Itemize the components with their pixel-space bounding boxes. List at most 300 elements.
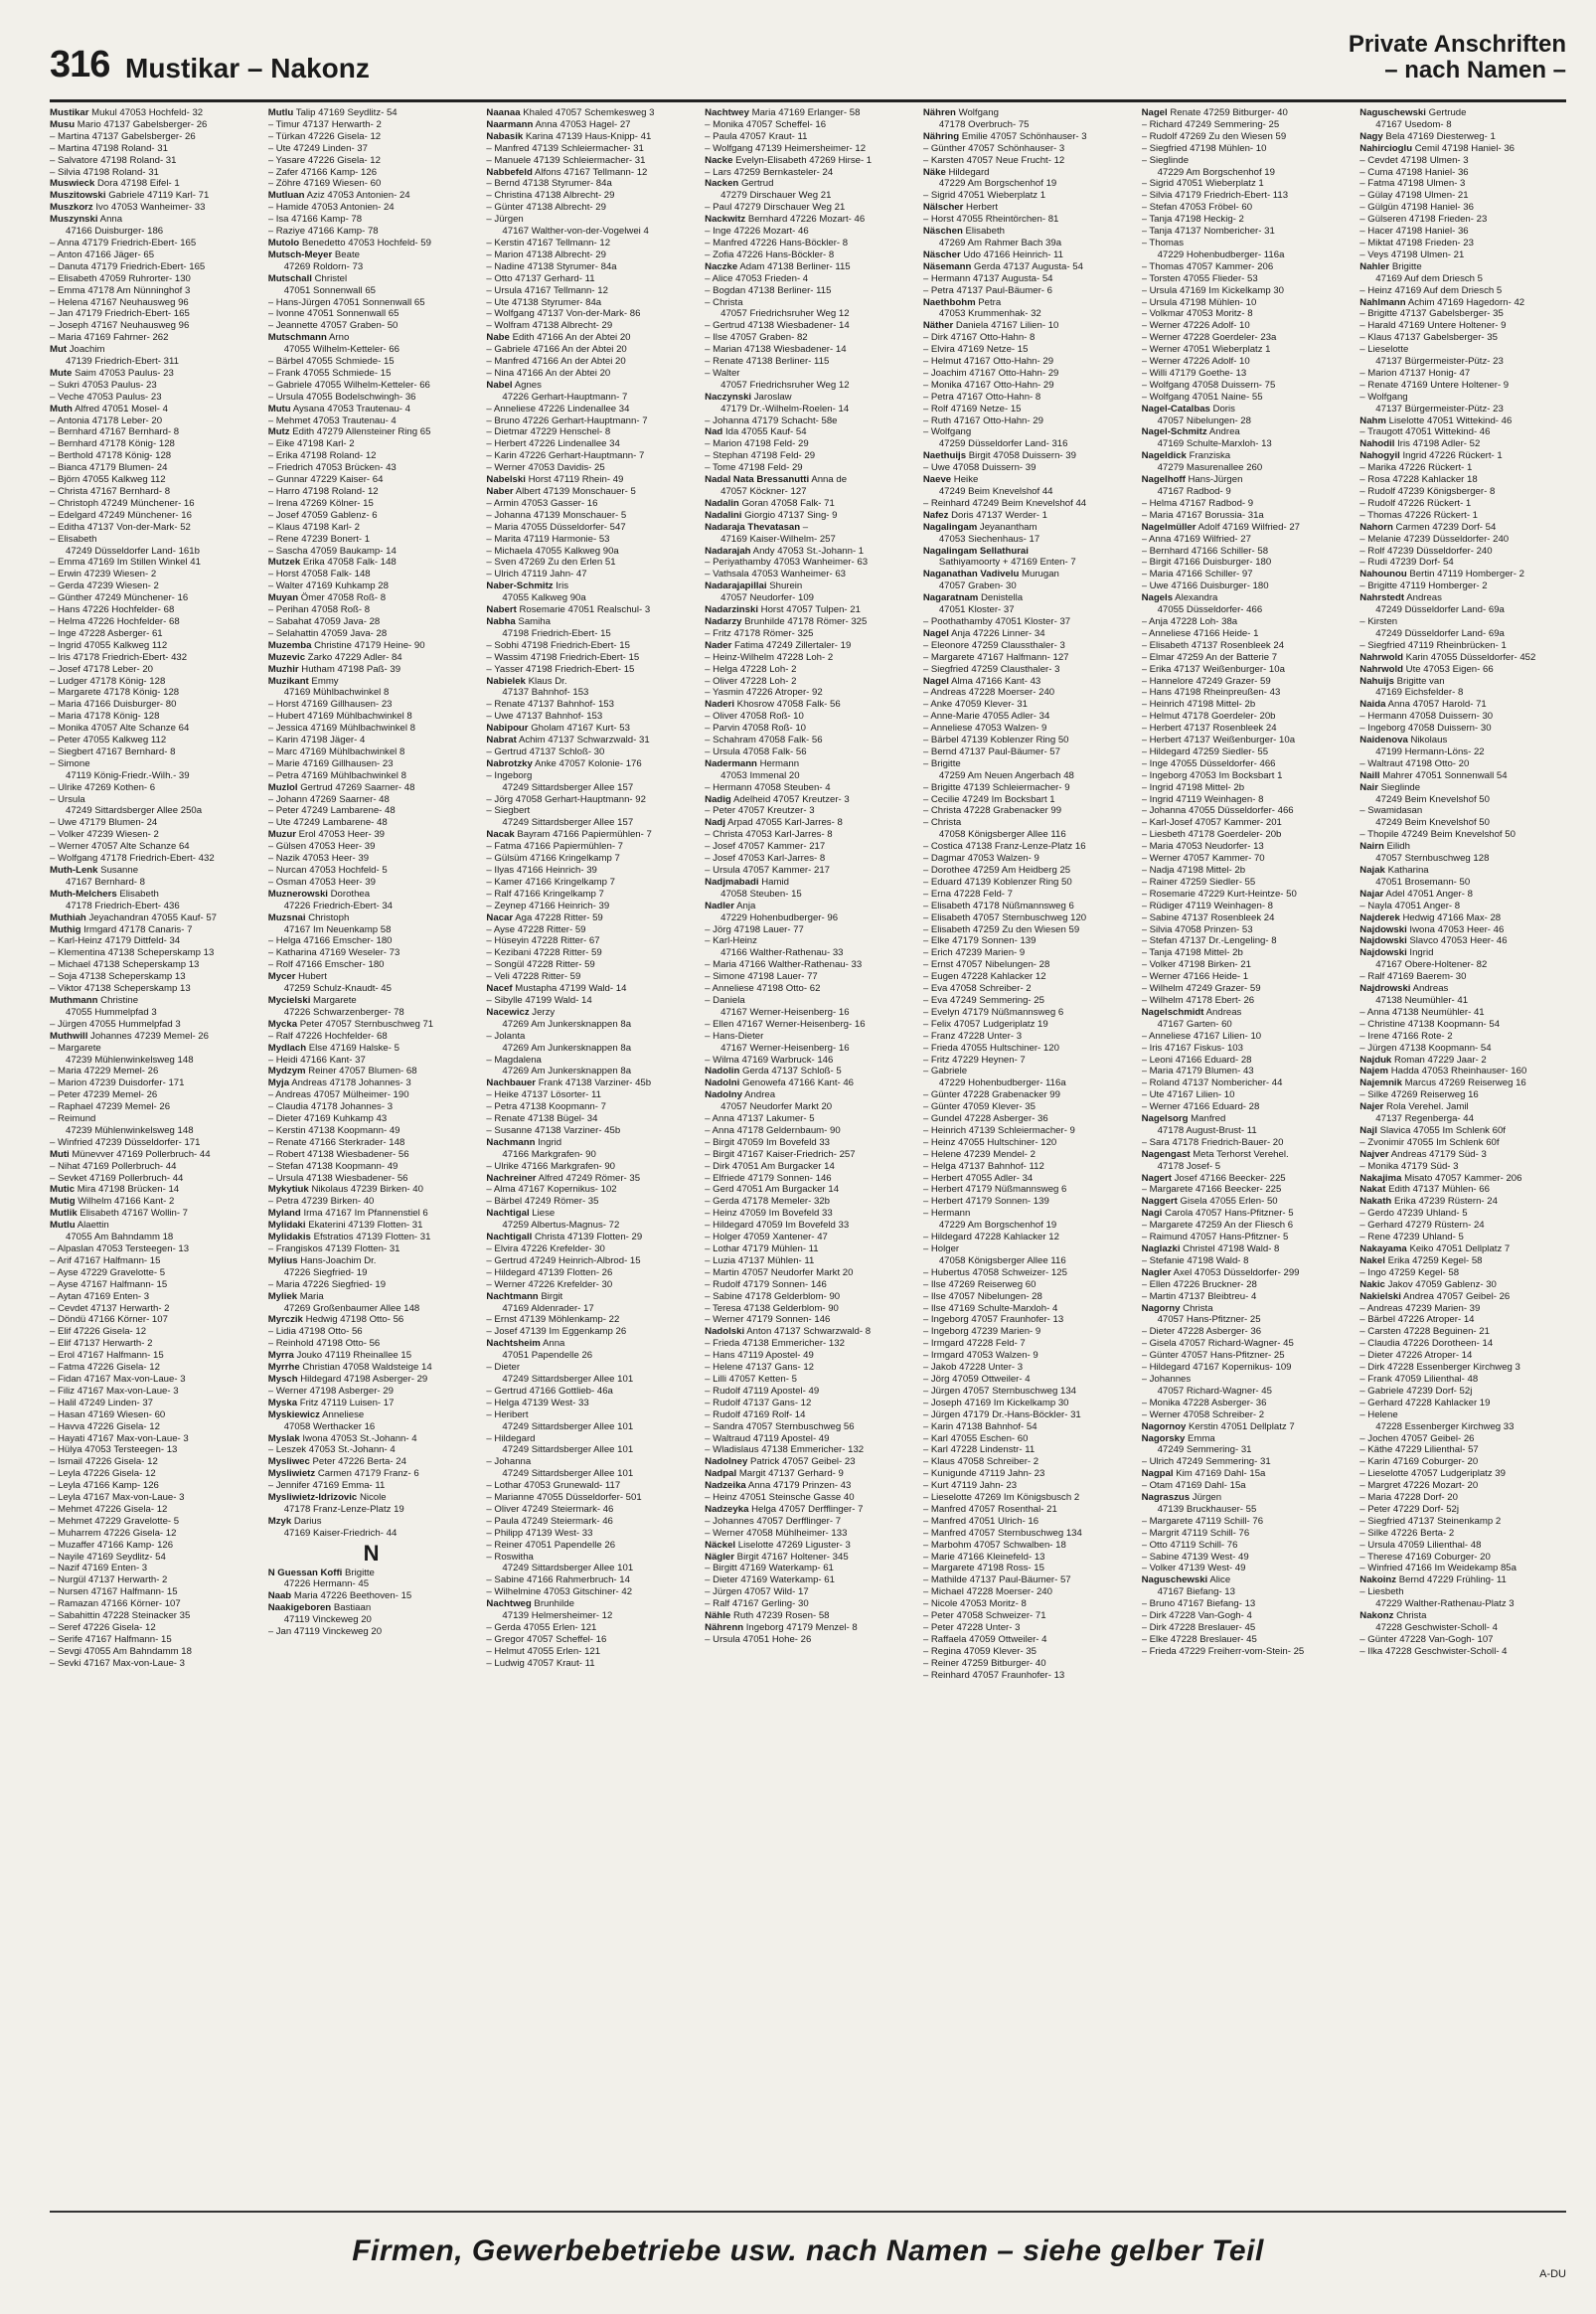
directory-entry xyxy=(1142,1622,1349,1634)
directory-entry xyxy=(486,770,693,782)
entry-surname: Mutluan xyxy=(267,190,305,202)
entry-details: – Petra 47167 Otto-Hahn- 8 xyxy=(922,391,1041,403)
entry-details: Reiner 47057 Blumen- 68 xyxy=(308,1066,417,1077)
directory-entry xyxy=(50,1646,256,1658)
entry-details: – Ellen 47226 Bruckner- 28 xyxy=(1141,1278,1257,1290)
directory-entry xyxy=(923,995,1130,1007)
entry-details: – Walter xyxy=(705,367,740,379)
entry-details: – Jürgen 47057 Wild- 17 xyxy=(705,1586,809,1598)
entry-details: – Margarete 47259 An der Fliesch 6 xyxy=(1141,1220,1294,1232)
directory-entry xyxy=(1142,190,1349,202)
entry-details: – Sevket 47169 Pollerbruch- 44 xyxy=(50,1172,184,1184)
directory-entry xyxy=(50,167,256,179)
directory-entry xyxy=(705,782,911,794)
entry-surname: Näther xyxy=(922,320,954,332)
entry-surname: Myland xyxy=(267,1208,301,1220)
entry-details: 47249 Sittardsberger Allee 157 xyxy=(502,781,634,793)
entry-details: – Sven 47269 Zu den Erlen 51 xyxy=(486,557,616,569)
directory-entry xyxy=(923,1622,1130,1634)
directory-entry xyxy=(1359,1598,1566,1610)
directory-column xyxy=(268,107,475,2205)
section-letter: N xyxy=(363,1540,380,1566)
entry-surname: Nähle xyxy=(705,1610,731,1622)
directory-entry xyxy=(268,498,475,510)
entry-surname: Nachmann xyxy=(486,1136,536,1148)
directory-entry xyxy=(268,841,475,853)
directory-entry xyxy=(705,1456,911,1468)
directory-entry xyxy=(50,735,256,746)
entry-details: – Erika 47137 Weißenburger- 10a xyxy=(1141,663,1285,675)
entry-details: – Heinz-Wilhelm 47228 Loh- 2 xyxy=(705,651,834,663)
entry-details: – Dietmar 47229 Henschel- 8 xyxy=(486,426,611,438)
entry-details: – Cecilie 47249 Im Bocksbart 1 xyxy=(922,793,1055,805)
entry-details: Carmen 47239 Dorf- 54 xyxy=(1395,521,1497,533)
entry-details: – Hülya 47053 Tersteegen- 13 xyxy=(50,1444,178,1456)
entry-surname: Nahrwold xyxy=(1359,651,1403,663)
entry-surname: Nacken xyxy=(705,178,739,190)
page-header xyxy=(50,28,1566,97)
directory-entry xyxy=(268,1350,475,1362)
directory-entry xyxy=(923,1314,1130,1326)
entry-details: 47239 Mühlenwinkelsweg 148 xyxy=(66,1124,194,1136)
entry-details: 47269 Am Junkersknappen 8a xyxy=(502,1018,632,1030)
directory-entry xyxy=(486,1184,693,1196)
entry-details: – Thomas 47057 Kammer- 206 xyxy=(1141,260,1274,272)
directory-entry xyxy=(1142,557,1349,569)
entry-details: – Otto 47137 Gerhard- 11 xyxy=(486,272,595,284)
entry-details: – Bärbel 47249 Römer- 35 xyxy=(486,1196,599,1208)
entry-surname: Nagalingam Sellathurai xyxy=(922,545,1029,557)
directory-entry xyxy=(705,155,911,167)
directory-entry xyxy=(1142,415,1349,427)
directory-entry xyxy=(923,1646,1130,1658)
directory-entry xyxy=(50,1433,256,1445)
directory-entry xyxy=(268,817,475,829)
entry-details: – Anna 47138 Neumühler- 41 xyxy=(1359,1006,1485,1018)
directory-entry xyxy=(1359,723,1566,735)
directory-entry xyxy=(486,1161,693,1173)
directory-entry xyxy=(1142,1350,1349,1362)
entry-surname: Musu xyxy=(50,118,76,130)
entry-details: – Eduard 47139 Koblenzer Ring 50 xyxy=(922,876,1072,888)
entry-details: Franziska xyxy=(1189,450,1231,462)
directory-entry xyxy=(1359,1574,1566,1586)
directory-entry xyxy=(923,380,1130,392)
directory-entry xyxy=(1359,320,1566,332)
entry-details: – Manfred 47166 An der Abtei 20 xyxy=(486,356,626,368)
entry-details: – Manfred 47139 Schleiermacher- 31 xyxy=(486,142,644,154)
entry-details: – Elfriede 47179 Sonnen- 146 xyxy=(705,1172,832,1184)
directory-entry xyxy=(268,1173,475,1185)
entry-details: Maria 47226 Beethoven- 15 xyxy=(293,1590,412,1602)
entry-details: – Nazik 47053 Heer- 39 xyxy=(267,853,370,865)
entry-details: – Elisabeth xyxy=(50,533,97,545)
directory-entry xyxy=(486,652,693,664)
entry-details: – Ludger 47178 König- 128 xyxy=(50,675,166,687)
entry-details: Maria 47169 Erlanger- 58 xyxy=(751,107,861,118)
entry-surname: Naanaa xyxy=(486,107,521,118)
directory-entry xyxy=(923,486,1130,498)
entry-details: – Soja 47138 Scheperskamp 13 xyxy=(50,971,186,983)
directory-entry xyxy=(705,1374,911,1386)
entry-surname: Mute xyxy=(50,367,73,379)
entry-details: – Selahattin 47059 Java- 28 xyxy=(267,627,388,639)
entry-details: – Hermann 47058 Steuben- 4 xyxy=(705,781,831,793)
directory-entry xyxy=(268,238,475,249)
directory-entry xyxy=(50,1184,256,1196)
directory-entry xyxy=(268,380,475,392)
entry-details: Christine xyxy=(100,994,139,1006)
entry-details: Edith 47279 Allensteiner Ring 65 xyxy=(292,426,431,438)
directory-entry xyxy=(1142,580,1349,592)
directory-entry xyxy=(1142,546,1349,558)
entry-details: – Fritz 47178 Römer- 325 xyxy=(705,627,814,639)
entry-details: – Sabahittin 47228 Steinacker 35 xyxy=(50,1610,191,1622)
entry-details: – Heribert xyxy=(486,1408,529,1420)
directory-entry xyxy=(268,474,475,486)
entry-details: – Philipp 47139 West- 33 xyxy=(486,1527,593,1539)
entry-surname: Mutlu xyxy=(267,107,294,118)
directory-entry xyxy=(1142,226,1349,238)
directory-entry xyxy=(50,569,256,580)
directory-entry xyxy=(705,438,911,450)
directory-entry xyxy=(486,522,693,534)
directory-entry xyxy=(50,1303,256,1315)
entry-details: Achim 47169 Hagedorn- 42 xyxy=(1407,296,1525,308)
entry-details: – Anna 47169 Wilfried- 27 xyxy=(1141,533,1251,545)
directory-entry xyxy=(268,877,475,889)
directory-entry xyxy=(1359,652,1566,664)
directory-entry xyxy=(1359,119,1566,131)
entry-details: – Lieselotte xyxy=(1359,344,1409,356)
directory-entry xyxy=(705,959,911,971)
entry-details: – Sandra 47057 Sternbuschweg 56 xyxy=(705,1420,855,1432)
directory-entry xyxy=(50,392,256,404)
entry-details: – Thomas xyxy=(1141,237,1185,248)
directory-entry xyxy=(1359,1055,1566,1067)
entry-details: Brigitte xyxy=(1391,260,1422,272)
directory-entry xyxy=(705,1338,911,1350)
directory-entry xyxy=(1359,640,1566,652)
entry-surname: Nahircioglu xyxy=(1359,142,1413,154)
entry-details: – Gunnar 47229 Kaiser- 64 xyxy=(267,474,384,486)
entry-details: 47249 Düsseldorfer Land- 161b xyxy=(66,545,200,557)
directory-entry xyxy=(1142,107,1349,119)
entry-details: – Karl 47055 Eschen- 60 xyxy=(922,1432,1029,1444)
directory-entry xyxy=(923,1113,1130,1125)
directory-entry xyxy=(1142,901,1349,912)
directory-entry xyxy=(1359,1398,1566,1409)
directory-column xyxy=(50,107,256,2205)
entry-details: – Nicole 47053 Moritz- 8 xyxy=(922,1598,1027,1610)
entry-details: – Gabriele 47166 An der Abtei 20 xyxy=(486,344,627,356)
directory-entry xyxy=(50,723,256,735)
directory-entry xyxy=(486,735,693,746)
entry-surname: Nahounou xyxy=(1359,569,1407,580)
directory-entry xyxy=(1359,664,1566,676)
entry-surname: Nachbauer xyxy=(486,1077,537,1089)
entry-details: – Sieglinde xyxy=(1141,154,1190,166)
directory-entry xyxy=(1142,1492,1349,1504)
entry-details: – Rüdiger 47119 Weinhagen- 8 xyxy=(1141,900,1274,911)
directory-entry xyxy=(268,462,475,474)
directory-entry xyxy=(923,1196,1130,1208)
directory-entry xyxy=(268,557,475,569)
entry-details: – Lars 47259 Bernkasteler- 24 xyxy=(705,166,834,178)
directory-entry xyxy=(1359,1043,1566,1055)
directory-entry xyxy=(705,1066,911,1077)
entry-surname: Nahler xyxy=(1359,260,1390,272)
directory-entry xyxy=(268,652,475,664)
entry-details: – Evelyn 47179 Nüßmannsweg 6 xyxy=(922,1006,1064,1018)
directory-entry xyxy=(705,901,911,912)
entry-surname: Nakel xyxy=(1359,1254,1385,1266)
entry-details: – Waltraud 47119 Apostel- 49 xyxy=(705,1432,830,1444)
entry-details: – Bogdan 47138 Berliner- 115 xyxy=(705,284,832,296)
directory-entry xyxy=(705,1598,911,1610)
directory-entry xyxy=(486,1468,693,1480)
entry-surname: Nagelhoff xyxy=(1141,474,1186,486)
entry-details: – Sigrid 47051 Wieberplatz 1 xyxy=(922,190,1046,202)
directory-entry xyxy=(486,1409,693,1421)
entry-details: – Jeannette 47057 Graben- 50 xyxy=(267,320,399,332)
entry-surname: Näckel xyxy=(705,1539,736,1551)
entry-details: 47229 Am Borgschenhof 19 xyxy=(938,1220,1057,1232)
directory-entry xyxy=(923,368,1130,380)
entry-details: – Oliver 47228 Loh- 2 xyxy=(705,675,797,687)
entry-details: – Bärbel 47055 Schmiede- 15 xyxy=(267,356,395,368)
entry-details: – Rudolf 47269 Zu den Wiesen 59 xyxy=(1141,130,1287,142)
directory-entry xyxy=(486,226,693,238)
entry-surname: Myrra xyxy=(267,1350,294,1362)
directory-entry xyxy=(268,580,475,592)
entry-details: Khosrow 47058 Falk- 56 xyxy=(736,699,841,711)
directory-entry xyxy=(50,368,256,380)
directory-entry xyxy=(923,1386,1130,1398)
entry-surname: Mutsch-Meyer xyxy=(267,248,333,260)
entry-details: Erika 47239 Rüstern- 24 xyxy=(1393,1196,1498,1208)
directory-entry xyxy=(50,983,256,995)
entry-details: – Jennifer 47169 Emma- 11 xyxy=(267,1480,386,1492)
entry-details: 47249 Sittardsberger Allee 101 xyxy=(502,1563,634,1574)
entry-details: 47057 Nibelungen- 28 xyxy=(1157,414,1251,426)
entry-details: – Brigitte 47137 Gabelsberger- 35 xyxy=(1359,308,1504,320)
directory-entry xyxy=(705,1089,911,1101)
directory-entry xyxy=(50,249,256,261)
entry-details: Jeyanantham xyxy=(979,521,1037,533)
entry-surname: Nad xyxy=(705,426,723,438)
entry-details: Alice xyxy=(1209,1574,1231,1586)
directory-entry xyxy=(923,1101,1130,1113)
entry-details: – Ilka 47228 Geschwister-Scholl- 4 xyxy=(1359,1645,1508,1657)
entry-details: – Franz 47228 Unter- 3 xyxy=(922,1030,1023,1042)
entry-surname: Nährenn xyxy=(705,1622,744,1633)
directory-entry xyxy=(923,522,1130,534)
directory-entry xyxy=(50,1208,256,1220)
directory-entry xyxy=(1142,1043,1349,1055)
entry-details: – Zöhre 47169 Wiesen- 60 xyxy=(267,178,382,190)
directory-entry xyxy=(1142,392,1349,404)
directory-entry xyxy=(1359,758,1566,770)
entry-details: – Christine 47138 Koopmann- 54 xyxy=(1359,1018,1501,1030)
directory-entry xyxy=(268,1568,475,1579)
directory-entry xyxy=(50,1504,256,1516)
directory-entry xyxy=(1359,1291,1566,1303)
entry-details: – Hayati 47167 Max-von-Laue- 3 xyxy=(50,1432,189,1444)
entry-surname: Najer xyxy=(1359,1101,1384,1113)
entry-details: 47169 Kaiser-Friedrich- 44 xyxy=(283,1527,398,1539)
directory-entry xyxy=(486,214,693,226)
directory-entry xyxy=(1142,1019,1349,1031)
entry-details: – Anna 47178 Geldernbaum- 90 xyxy=(705,1124,841,1136)
entry-details: – Elisabeth 47059 Ruhrorter- 130 xyxy=(50,272,191,284)
directory-entry xyxy=(923,865,1130,877)
entry-details: – Hans 47198 Rheinpreußen- 43 xyxy=(1141,687,1281,699)
entry-surname: Nakat xyxy=(1359,1184,1386,1196)
entry-details: – Johann 47269 Saarner- 48 xyxy=(267,793,390,805)
directory-entry xyxy=(705,380,911,392)
entry-details: Hedwig 47198 Otto- 56 xyxy=(305,1314,404,1326)
directory-entry xyxy=(923,1552,1130,1564)
entry-details: Hadda 47053 Rheinhauser- 160 xyxy=(1390,1066,1527,1077)
entry-details: – Margrit 47119 Schill- 76 xyxy=(1141,1527,1250,1539)
entry-surname: Nakajima xyxy=(1359,1172,1402,1184)
entry-surname: Nahrstedt xyxy=(1359,592,1405,604)
entry-details: Arpad 47055 Karl-Jarres- 8 xyxy=(727,817,843,829)
entry-details: Murugan xyxy=(1022,569,1059,580)
entry-details: – Gertrud 47137 Schloß- 30 xyxy=(486,745,605,757)
entry-details: 47259 Schulz-Knaudt- 45 xyxy=(283,983,392,995)
entry-surname: Mzyk xyxy=(267,1515,292,1527)
directory-entry xyxy=(705,580,911,592)
entry-details: Alaettin xyxy=(77,1220,109,1232)
directory-entry xyxy=(486,1504,693,1516)
entry-details: – Filiz 47167 Max-von-Laue- 3 xyxy=(50,1385,179,1397)
entry-details: Liese xyxy=(532,1208,556,1220)
directory-entry xyxy=(268,261,475,273)
directory-entry xyxy=(50,320,256,332)
entry-details: – Karsten 47057 Neue Frucht- 12 xyxy=(922,154,1065,166)
entry-details: – Hildegard 47139 Flotten- 26 xyxy=(486,1266,613,1278)
directory-entry xyxy=(268,1007,475,1019)
directory-entry xyxy=(50,1492,256,1504)
entry-surname: Muzur xyxy=(267,829,296,841)
directory-entry xyxy=(1359,107,1566,119)
entry-details: – Fatma 47198 Ulmen- 3 xyxy=(1359,178,1466,190)
entry-details: Alfons 47167 Tellmann- 12 xyxy=(534,166,648,178)
entry-details: – Raffaela 47059 Ottweiler- 4 xyxy=(922,1633,1047,1645)
entry-details: – Maria 47053 Neudorfer- 13 xyxy=(1141,841,1264,853)
directory-entry xyxy=(705,1031,911,1043)
entry-details: – Helene 47239 Mendel- 2 xyxy=(922,1148,1036,1160)
directory-entry xyxy=(486,640,693,652)
directory-entry xyxy=(486,1089,693,1101)
entry-details: – Claudia 47226 Dorotheen- 14 xyxy=(1359,1338,1494,1350)
entry-details: – Werner 47058 Schreiber- 2 xyxy=(1141,1408,1265,1420)
directory-entry xyxy=(923,356,1130,368)
entry-details: – Periyathamby 47053 Wanheimer- 63 xyxy=(705,557,869,569)
entry-surname: Naglazki xyxy=(1141,1243,1181,1254)
entry-details: Erika 47058 Falk- 148 xyxy=(302,557,397,569)
entry-details: – Liesbeth xyxy=(1359,1586,1404,1598)
directory-entry xyxy=(923,580,1130,592)
directory-entry xyxy=(486,1291,693,1303)
directory-entry xyxy=(1142,1303,1349,1315)
entry-details: – Luzia 47137 Mühlen- 11 xyxy=(705,1254,815,1266)
directory-entry xyxy=(486,190,693,202)
directory-entry xyxy=(268,119,475,131)
entry-surname: Muthig xyxy=(50,923,81,935)
entry-details: – Werner 47226 Adolf- 10 xyxy=(1141,356,1250,368)
entry-details: Katharina xyxy=(1387,865,1429,876)
entry-details: – Seref 47226 Gisela- 12 xyxy=(50,1622,156,1633)
directory-entry xyxy=(486,616,693,628)
entry-details: Roman 47229 Jaar- 2 xyxy=(1393,1054,1487,1066)
directory-entry xyxy=(486,805,693,817)
directory-entry xyxy=(50,1398,256,1409)
directory-entry xyxy=(50,534,256,546)
directory-entry xyxy=(268,1279,475,1291)
entry-details: Talip 47169 Seydlitz- 54 xyxy=(295,107,398,118)
entry-details: Jürgen xyxy=(1192,1492,1222,1504)
entry-details: – Reinhold 47198 Otto- 56 xyxy=(267,1338,381,1350)
directory-entry xyxy=(1142,592,1349,604)
entry-details: Slavco 47053 Heer- 46 xyxy=(1409,935,1508,947)
entry-surname: Nacef xyxy=(486,983,513,995)
entry-details: 47169 Aldenrader- 17 xyxy=(502,1302,594,1314)
directory-entry xyxy=(705,474,911,486)
directory-entry xyxy=(50,1598,256,1610)
directory-entry xyxy=(1142,344,1349,356)
directory-entry xyxy=(50,959,256,971)
directory-entry xyxy=(705,1504,911,1516)
entry-details: – Viktor 47138 Scheperskamp 13 xyxy=(50,983,191,995)
directory-entry xyxy=(1142,1374,1349,1386)
entry-details: – Sukri 47053 Paulus- 23 xyxy=(50,379,157,391)
entry-details: – Thomas 47226 Rückert- 1 xyxy=(1359,509,1479,521)
directory-entry xyxy=(50,1386,256,1398)
directory-entry xyxy=(486,1267,693,1279)
directory-columns xyxy=(50,107,1566,2205)
entry-details: – Gerhard 47279 Rüstern- 24 xyxy=(1359,1220,1485,1232)
entry-details: Anna 47179 Prinzen- 43 xyxy=(747,1480,852,1492)
entry-details: – Hildegard xyxy=(486,1432,536,1444)
entry-surname: Nakic xyxy=(1359,1278,1385,1290)
directory-entry xyxy=(50,273,256,285)
entry-details: 47051 Brosemann- 50 xyxy=(1375,876,1471,888)
entry-details: – Erna 47228 Feld- 7 xyxy=(922,888,1013,900)
entry-details: 47055 Hummelpfad 3 xyxy=(66,1006,157,1018)
entry-details: – Helga 47166 Emscher- 180 xyxy=(267,935,393,947)
directory-entry xyxy=(923,569,1130,580)
entry-details: – Iris 47167 Fiskus- 103 xyxy=(1141,1042,1243,1054)
entry-details: – Ingeborg 47058 Duissern- 30 xyxy=(1359,723,1492,735)
directory-column xyxy=(1142,107,1349,2205)
directory-entry xyxy=(1142,1279,1349,1291)
directory-entry xyxy=(1359,1540,1566,1552)
directory-entry xyxy=(486,1314,693,1326)
entry-details: Mukul 47053 Hochfeld- 32 xyxy=(91,107,204,118)
entry-details: – Paula 47057 Kraut- 11 xyxy=(705,130,808,142)
entry-details: – Michael 47228 Moerser- 240 xyxy=(922,1586,1052,1598)
entry-details: – Ulrike 47269 Kothen- 6 xyxy=(50,781,156,793)
directory-entry xyxy=(923,817,1130,829)
entry-details: – Ursula xyxy=(50,793,85,805)
entry-surname: Najduk xyxy=(1359,1054,1392,1066)
directory-entry xyxy=(1142,877,1349,889)
directory-entry xyxy=(486,687,693,699)
directory-entry xyxy=(268,1433,475,1445)
